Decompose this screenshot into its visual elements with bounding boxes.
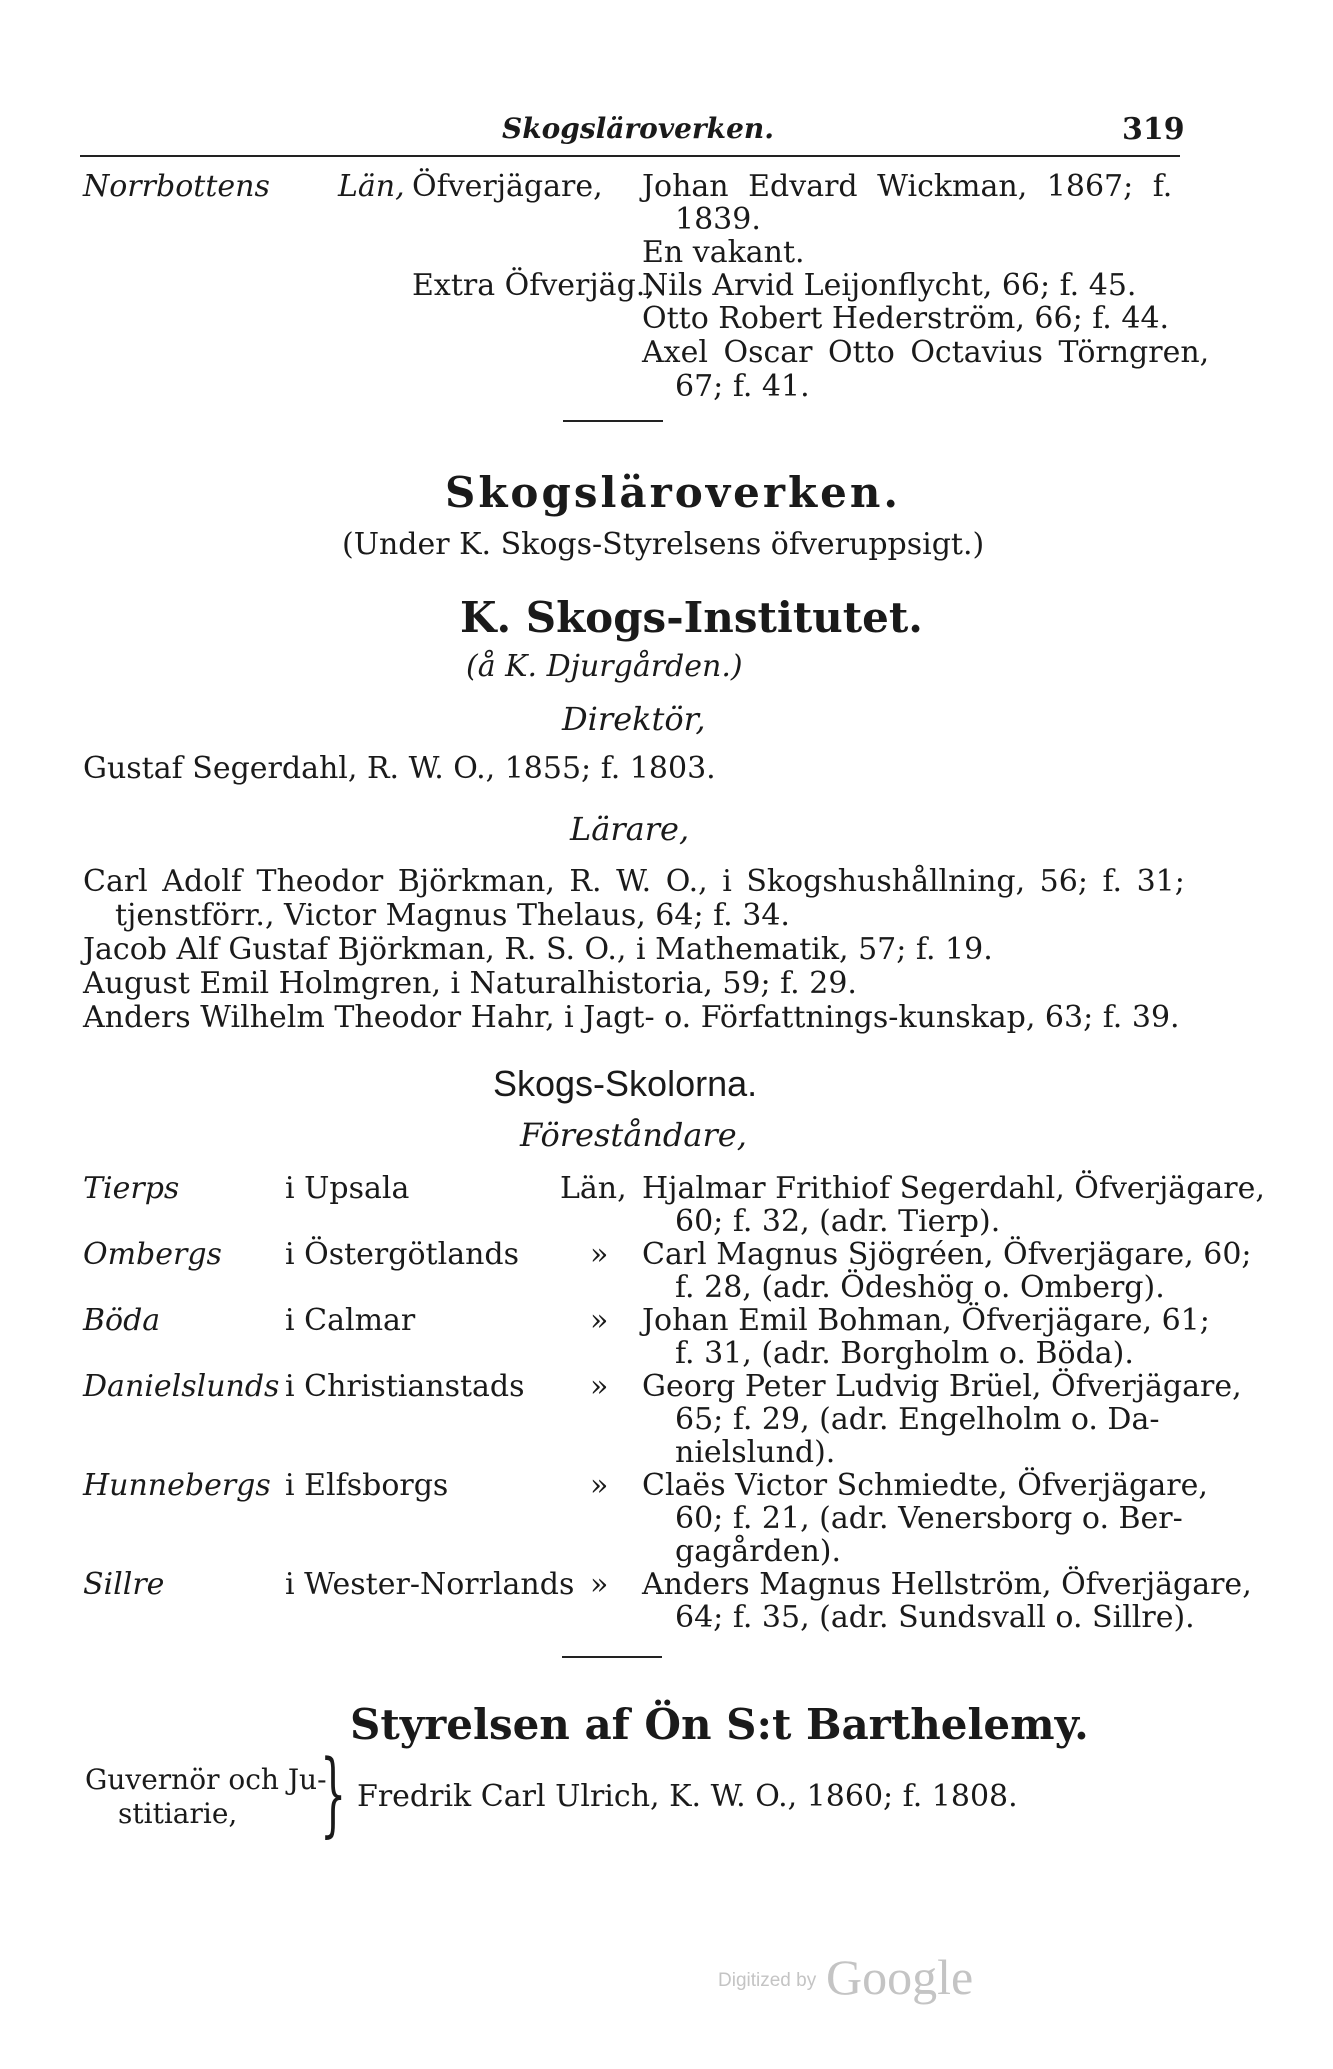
entry-wickman: Johan Edvard Wickman, 1867; f. — [642, 169, 1173, 204]
ditto-mark: » — [590, 1468, 609, 1503]
vacancy: En vakant. — [642, 235, 805, 270]
school-name: Danielslunds — [83, 1369, 280, 1404]
schools-title: Skogs-Skolorna. — [493, 1063, 758, 1104]
school-head: Johan Emil Bohman, Öfverjägare, 61; — [642, 1303, 1210, 1338]
institute-title: K. Skogs-Institutet. — [460, 593, 923, 642]
lan-label: Län, — [338, 169, 405, 204]
entry-torngren-cont: 67; f. 41. — [675, 369, 810, 404]
school-head-cont: nielslund). — [675, 1435, 836, 1470]
school-lan-label: Län, — [560, 1171, 627, 1206]
ditto-mark: » — [590, 1567, 609, 1602]
school-county: i Upsala — [285, 1171, 410, 1206]
teacher-bjorkman-carl: Carl Adolf Theodor Björkman, R. W. O., i Skogshushållning, 56; f. 31; — [83, 864, 1185, 899]
school-head-cont: 64; f. 35, (adr. Sundsvall o. Sillre). — [675, 1600, 1195, 1635]
ditto-mark: » — [590, 1237, 609, 1272]
page-number: 319 — [1122, 112, 1185, 147]
digitized-by-label: Digitized by — [718, 1970, 817, 1991]
section-title: Skogsläroverken. — [445, 468, 902, 517]
school-county: i Christianstads — [285, 1369, 525, 1404]
teacher-hahr: Anders Wilhelm Theodor Hahr, i Jagt- o. Författnings-kunskap, 63; f. 39. — [83, 1000, 1180, 1035]
ditto-mark: » — [590, 1303, 609, 1338]
teachers-heading: Lärare, — [570, 810, 690, 848]
running-title: Skogsläroverken. — [502, 112, 775, 145]
school-head: Anders Magnus Hellström, Öfverjägare, — [642, 1567, 1252, 1602]
school-head-cont: 65; f. 29, (adr. Engelholm o. Da- — [675, 1402, 1160, 1437]
teacher-holmgren: August Emil Holmgren, i Naturalhistoria, 59; f. 29. — [83, 966, 857, 1001]
governor-entry: Fredrik Carl Ulrich, K. W. O., 1860; f. 1808. — [357, 1779, 1018, 1814]
school-head-cont: 60; f. 21, (adr. Venersborg o. Ber- — [675, 1501, 1183, 1536]
school-county: i Calmar — [285, 1303, 416, 1338]
entry-wickman-cont: 1839. — [675, 202, 761, 237]
entry-leijonflycht: Nils Arvid Leijonflycht, 66; f. 45. — [642, 268, 1137, 303]
director-heading: Direktör, — [562, 700, 706, 738]
county-label: Norrbottens — [83, 169, 270, 204]
role-ofverjagare: Öfverjägare, — [412, 169, 603, 204]
school-county: i Östergötlands — [285, 1237, 519, 1272]
section-divider — [562, 1656, 662, 1658]
school-head-cont: f. 28, (adr. Ödeshög o. Omberg). — [675, 1270, 1165, 1305]
school-head-cont: f. 31, (adr. Borgholm o. Böda). — [675, 1336, 1134, 1371]
school-head: Carl Magnus Sjögréen, Öfverjägare, 60; — [642, 1237, 1252, 1272]
school-name: Sillre — [83, 1567, 165, 1602]
school-name: Tierps — [83, 1171, 180, 1206]
schools-heading: Föreståndare, — [520, 1116, 747, 1154]
barthelemy-title: Styrelsen af Ön S:t Barthelemy. — [350, 1700, 1089, 1749]
role-extra: Extra Öfverjäg., — [412, 268, 655, 303]
entry-torngren: Axel Oscar Otto Octavius Törngren, — [642, 335, 1210, 370]
ditto-mark: » — [590, 1369, 609, 1404]
entry-hederstrom: Otto Robert Hederström, 66; f. 44. — [642, 301, 1170, 336]
governor-label: Guvernör och Ju- — [85, 1763, 327, 1796]
school-head-cont: gagården). — [675, 1534, 842, 1569]
teacher-bjorkman-jacob: Jacob Alf Gustaf Björkman, R. S. O., i Mathematik, 57; f. 19. — [83, 932, 993, 967]
director-entry: Gustaf Segerdahl, R. W. O., 1855; f. 1803. — [83, 751, 716, 786]
brace-icon: } — [320, 1740, 347, 1847]
school-head: Claës Victor Schmiedte, Öfverjägare, — [642, 1468, 1208, 1503]
institute-location: (å K. Djurgården.) — [466, 649, 743, 684]
google-logo: Google — [826, 1949, 974, 2005]
header-rule — [80, 155, 1180, 157]
school-name: Hunnebergs — [83, 1468, 271, 1503]
school-name: Ombergs — [83, 1237, 222, 1272]
section-subtitle: (Under K. Skogs-Styrelsens öfveruppsigt.) — [342, 527, 985, 562]
school-name: Böda — [83, 1303, 161, 1338]
school-county: i Elfsborgs — [285, 1468, 449, 1503]
teacher-thelaus: tjenstförr., Victor Magnus Thelaus, 64; f. 34. — [115, 898, 790, 933]
school-head: Hjalmar Frithiof Segerdahl, Öfverjägare, — [642, 1171, 1265, 1206]
governor-label-cont: stitiarie, — [118, 1797, 238, 1830]
section-divider — [563, 420, 663, 422]
school-head-cont: 60; f. 32, (adr. Tierp). — [675, 1204, 1001, 1239]
school-county: i Wester-Norrlands — [285, 1567, 575, 1602]
school-head: Georg Peter Ludvig Brüel, Öfverjägare, — [642, 1369, 1242, 1404]
